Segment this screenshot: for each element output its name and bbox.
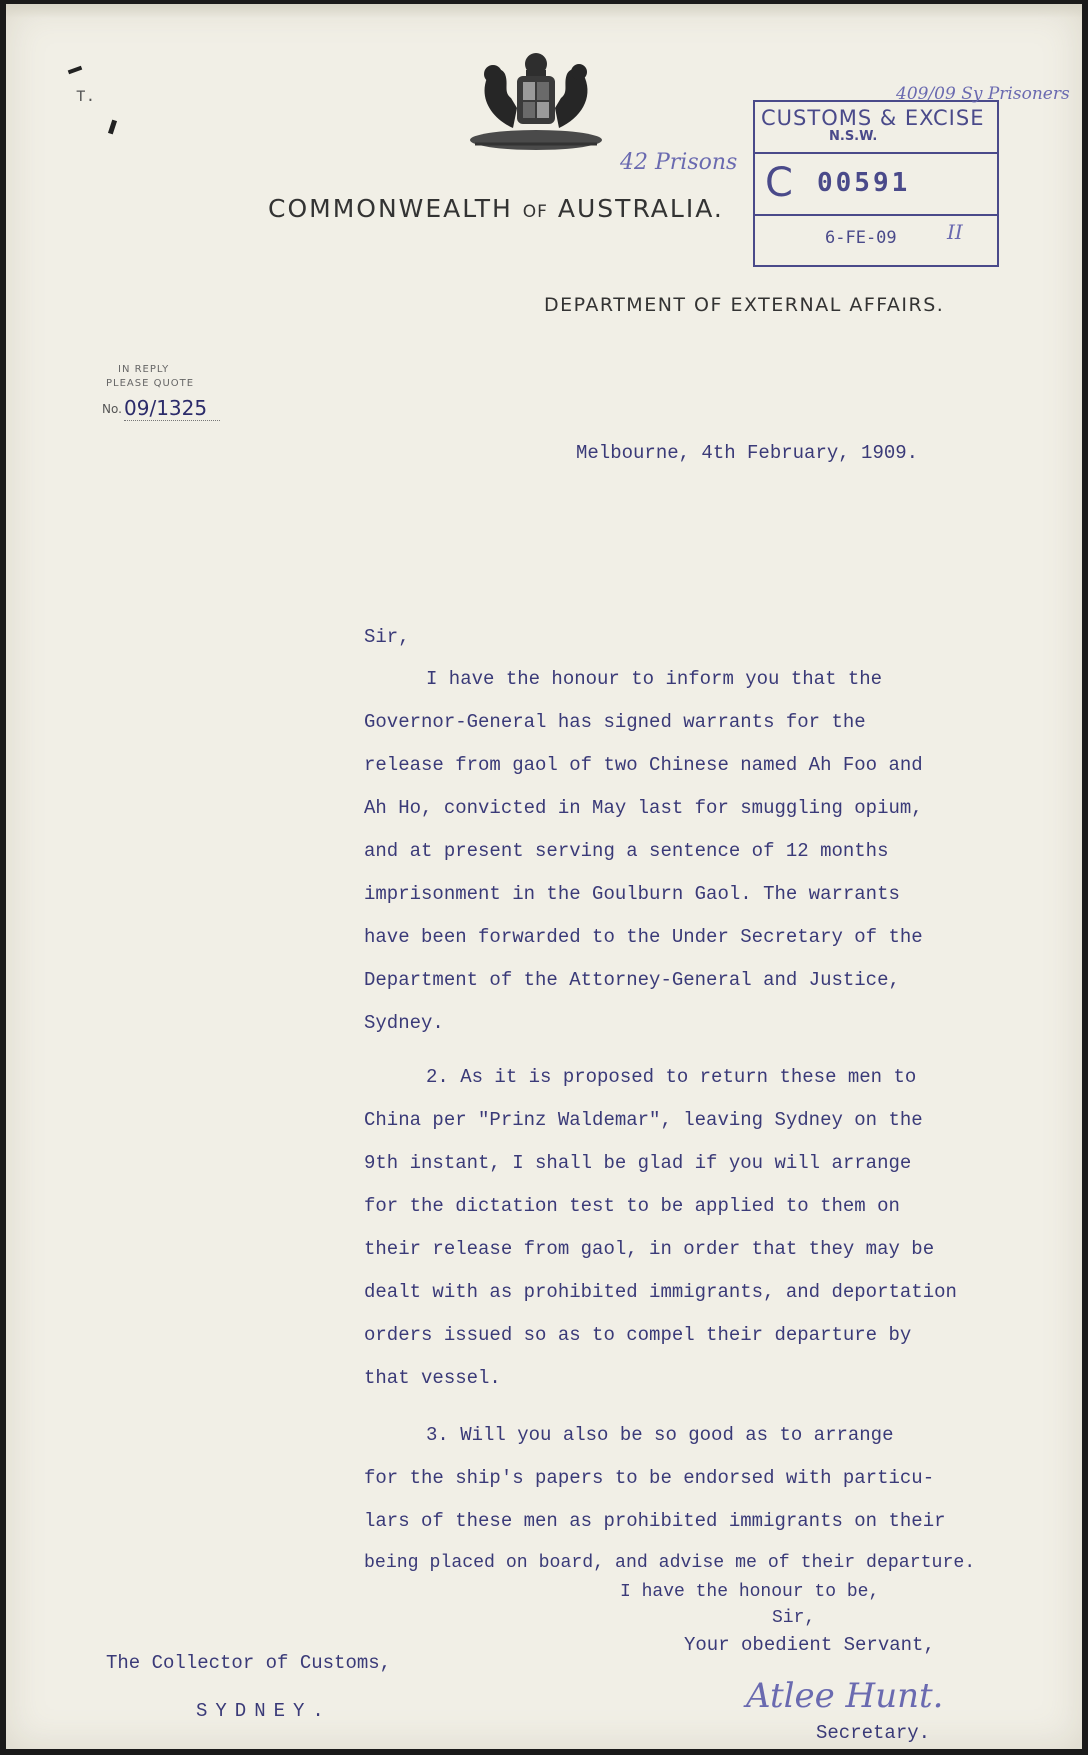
reply-label-1: IN REPLY [118, 364, 170, 375]
coat-of-arms-icon [461, 48, 611, 156]
body-line: Governor-General has signed warrants for the [364, 711, 866, 733]
signature: Atlee Hunt. [746, 1676, 944, 1716]
closing-line-2: Sir, [772, 1608, 816, 1628]
closing-line-1: I have the honour to be, [620, 1582, 880, 1602]
reply-reference-number: 09/1325 [124, 396, 220, 421]
letter-page [6, 4, 1082, 1749]
stamp-date-handwritten: II [947, 220, 963, 244]
ink-mark [68, 66, 83, 75]
body-line: 9th instant, I shall be glad if you will arrange [364, 1152, 912, 1174]
body-line: Department of the Attorney-General and Justice, [364, 969, 900, 991]
stamp-divider [755, 152, 997, 154]
body-line: being placed on board, and advise me of their departure. [364, 1553, 976, 1573]
letterhead-country-of: OF [522, 202, 548, 222]
body-line: 2. As it is proposed to return these men to [426, 1066, 917, 1088]
body-line: have been forwarded to the Under Secretary of the [364, 926, 923, 948]
closing-line-3: Your obedient Servant, [684, 1634, 935, 1656]
body-line: orders issued so as to compel their departure by [364, 1324, 912, 1346]
body-line: 3. Will you also be so good as to arrange [426, 1424, 894, 1446]
stamp-subtitle: N.S.W. [829, 129, 878, 144]
signatory-title: Secretary. [816, 1722, 931, 1744]
stamp-number: 00591 [817, 168, 911, 198]
handwritten-annotation-middle: 42 Prisons [620, 150, 738, 175]
corner-mark: T. [76, 88, 96, 106]
body-line: that vessel. [364, 1367, 501, 1389]
stamp-divider [755, 214, 997, 216]
addressee-line-1: The Collector of Customs, [106, 1652, 392, 1674]
letter-dateline: Melbourne, 4th February, 1909. [576, 442, 919, 464]
body-line: release from gaol of two Chinese named Ah Foo and [364, 754, 923, 776]
body-line: for the ship's papers to be endorsed with particu- [364, 1467, 935, 1489]
body-line: for the dictation test to be applied to them on [364, 1195, 900, 1217]
addressee-line-2: SYDNEY. [196, 1700, 332, 1722]
stamp-date: 6-FE-09 [825, 228, 897, 248]
paper-edge-shading [6, 4, 1082, 18]
letterhead-department: DEPARTMENT OF EXTERNAL AFFAIRS. [544, 294, 945, 316]
customs-stamp [753, 100, 999, 267]
letterhead-country-name: AUSTRALIA. [557, 194, 724, 223]
handwritten-annotation-top: 409/09 Sy Prisoners [896, 84, 1070, 104]
letterhead-country [268, 194, 724, 223]
body-line: and at present serving a sentence of 12 months [364, 840, 889, 862]
reply-label-2: PLEASE QUOTE [106, 378, 195, 389]
letter-salutation: Sir, [364, 626, 410, 648]
body-line: lars of these men as prohibited immigrants on their [364, 1510, 946, 1532]
body-line: dealt with as prohibited immigrants, and deportation [364, 1281, 957, 1303]
reply-no-label: No. [102, 402, 122, 416]
stamp-title: CUSTOMS & EXCISE [761, 106, 985, 130]
letterhead-country-word: COMMONWEALTH [268, 194, 513, 223]
body-line: Ah Ho, convicted in May last for smuggling opium, [364, 797, 923, 819]
body-line: their release from gaol, in order that they may be [364, 1238, 935, 1260]
stamp-code: C [765, 160, 793, 206]
ink-mark [108, 120, 117, 135]
body-line: Sydney. [364, 1012, 444, 1034]
body-line: imprisonment in the Goulburn Gaol. The warrants [364, 883, 900, 905]
body-line: I have the honour to inform you that the [426, 668, 883, 690]
body-line: China per "Prinz Waldemar", leaving Sydney on the [364, 1109, 923, 1131]
